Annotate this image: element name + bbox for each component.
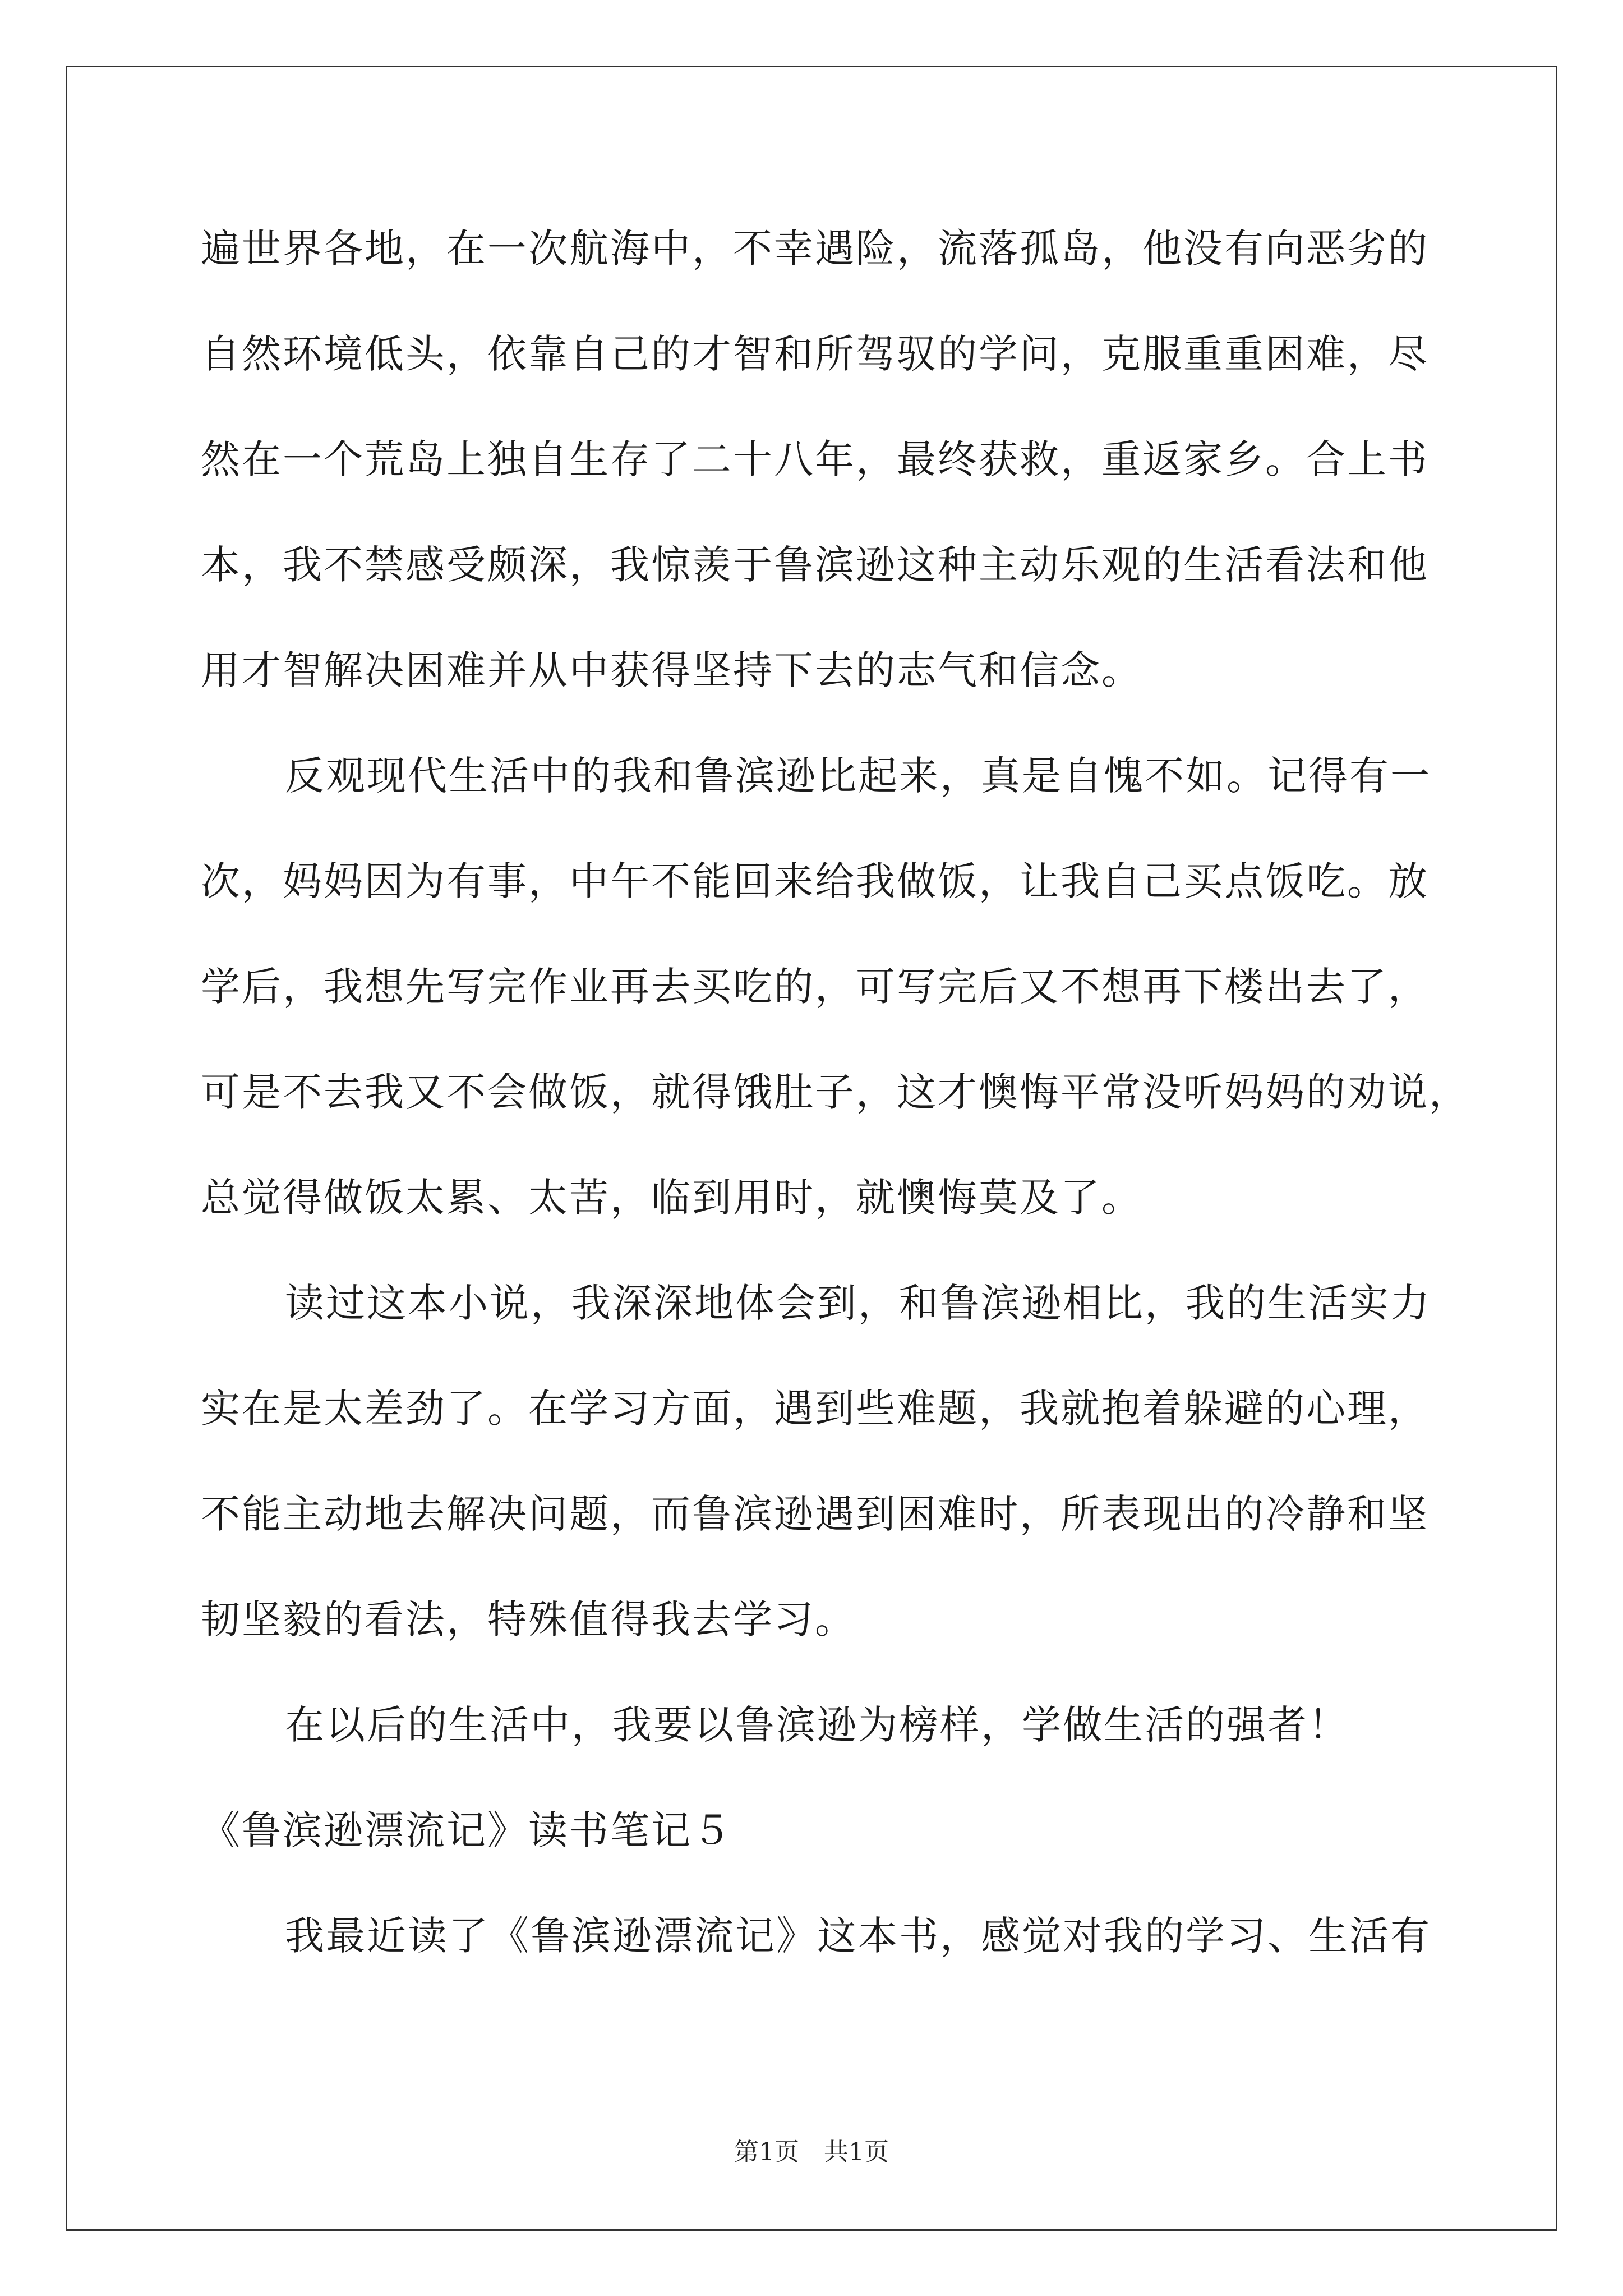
text-line: 遍世界各地，在一次航海中，不幸遇险，流落孤岛，他没有向恶劣的 bbox=[201, 226, 1429, 272]
page-footer: 第1页 共1页 bbox=[734, 2138, 889, 2166]
text-line: 本，我不禁感受颇深，我惊羡于鲁滨逊这种主动乐观的生活看法和他 bbox=[201, 542, 1429, 588]
text-line: 可是不去我又不会做饭，就得饿肚子，这才懊悔平常没听妈妈的劝说， bbox=[201, 1069, 1470, 1115]
text-line: 用才智解决困难并从中获得坚持下去的志气和信念。 bbox=[201, 647, 1142, 693]
text-line: 然在一个荒岛上独自生存了二十八年，最终获救，重返家乡。合上书 bbox=[201, 436, 1429, 482]
text-line: 学后，我想先写完作业再去买吃的，可写完后又不想再下楼出去了， bbox=[201, 964, 1429, 1010]
text-line: 实在是太差劲了。在学习方面，遇到些难题，我就抱着躲避的心理， bbox=[201, 1386, 1429, 1432]
section-heading: 《鲁滨逊漂流记》读书笔记５ bbox=[201, 1807, 733, 1853]
text-line: 次，妈妈因为有事，中午不能回来给我做饭，让我自己买点饭吃。放 bbox=[201, 858, 1429, 904]
text-line: 总觉得做饭太累、太苦，临到用时，就懊悔莫及了。 bbox=[201, 1175, 1142, 1221]
paragraph-start-line: 读过这本小说，我深深地体会到，和鲁滨逊相比，我的生活实力 bbox=[285, 1280, 1431, 1326]
paragraph-start-line: 反观现代生活中的我和鲁滨逊比起来，真是自愧不如。记得有一 bbox=[285, 753, 1431, 799]
text-line: 韧坚毅的看法，特殊值得我去学习。 bbox=[201, 1596, 856, 1642]
paragraph-start-line: 我最近读了《鲁滨逊漂流记》这本书，感觉对我的学习、生活有 bbox=[285, 1913, 1431, 1959]
page-border bbox=[66, 66, 1557, 2231]
text-line: 不能主动地去解决问题，而鲁滨逊遇到困难时，所表现出的冷静和坚 bbox=[201, 1491, 1429, 1537]
text-line: 自然环境低头，依靠自己的才智和所驾驭的学问，克服重重困难，尽 bbox=[201, 331, 1429, 377]
paragraph-start-line: 在以后的生活中，我要以鲁滨逊为榜样，学做生活的强者！ bbox=[285, 1702, 1349, 1748]
